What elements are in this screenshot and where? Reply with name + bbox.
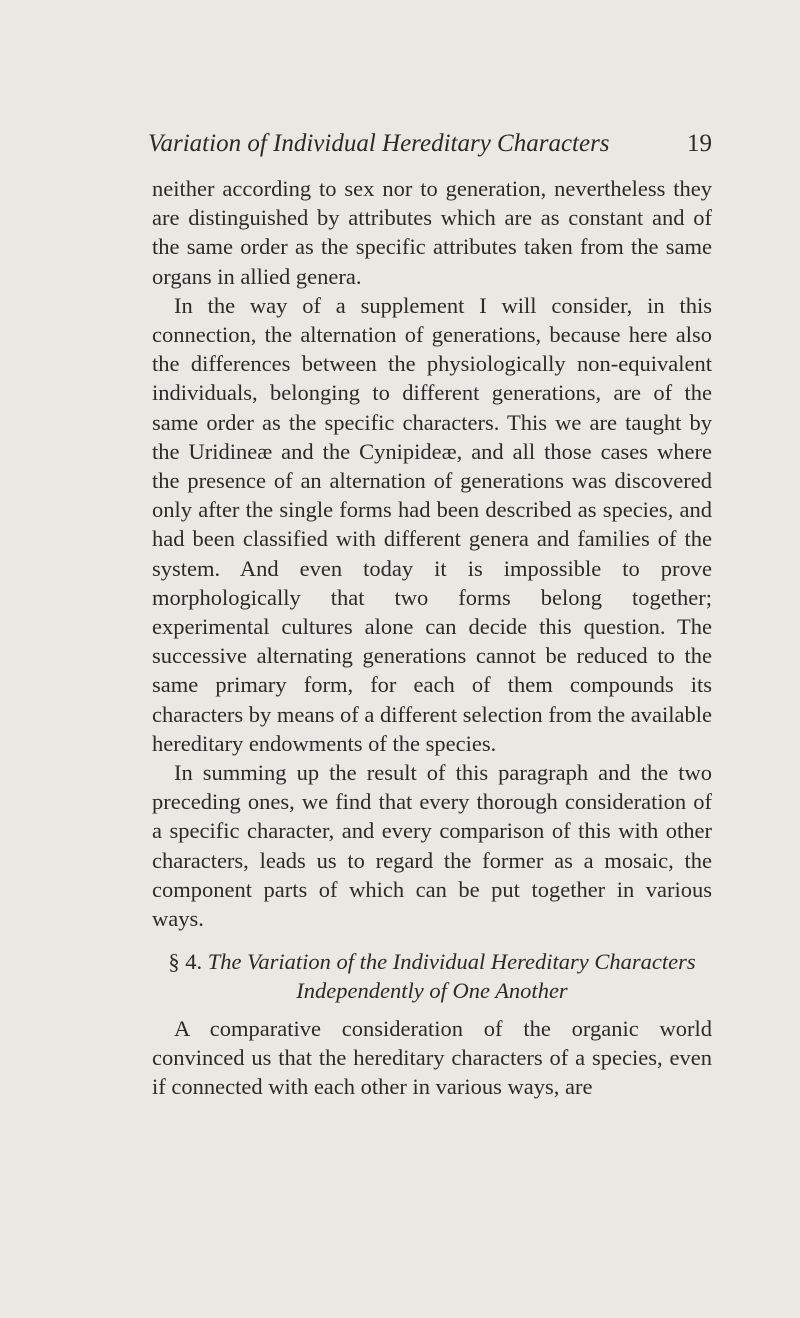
running-head bbox=[148, 124, 712, 164]
page-number: 19 bbox=[687, 130, 712, 157]
section-number: § 4. bbox=[168, 949, 203, 975]
section-heading bbox=[152, 947, 712, 1005]
body-text bbox=[152, 174, 712, 1101]
paragraph-section-opening: A comparative consideration of the organic world convinced us that the hereditary characters of a species, even if connected with each other in various ways, are bbox=[152, 1015, 712, 1100]
paragraph-alternation-of-generations: In the way of a supplement I will consider, in this connection, the alternation of generations, because here also the differences between the physiologically non-equivalent individuals, belonging to different generations, are of the same order as the specific characters. This we are taught by the Uridineæ and the Cynipideæ, and all those cases where the presence of an alternation of generations was discovered only after the single forms had been described as species, and had been classified with different genera and families of the system. And even today it is impossible to prove morphologically that two forms belong together; experimental cultures alone can decide this question. The successive alternating generations cannot be reduced to the same primary form, for each of them compounds its characters by means of a different selection from the available hereditary endowments of the species. bbox=[152, 292, 712, 756]
section-title: The Variation of the Individual Hereditary Characters Independently of One Another bbox=[207, 949, 696, 1004]
running-title: Variation of Individual Hereditary Characters bbox=[148, 130, 610, 157]
paragraph-summary: In summing up the result of this paragraph and the two preceding ones, we find that every thorough consideration of a specific character, and every comparison of this with other characters, leads us to regard the former as a mosaic, the component parts of which can be put together in various ways. bbox=[152, 760, 712, 932]
paragraph-continuation: neither according to sex nor to generation, nevertheless they are distinguished by attributes which are as constant and of the same order as the specific attributes taken from the same organs in allied genera. bbox=[152, 176, 712, 289]
